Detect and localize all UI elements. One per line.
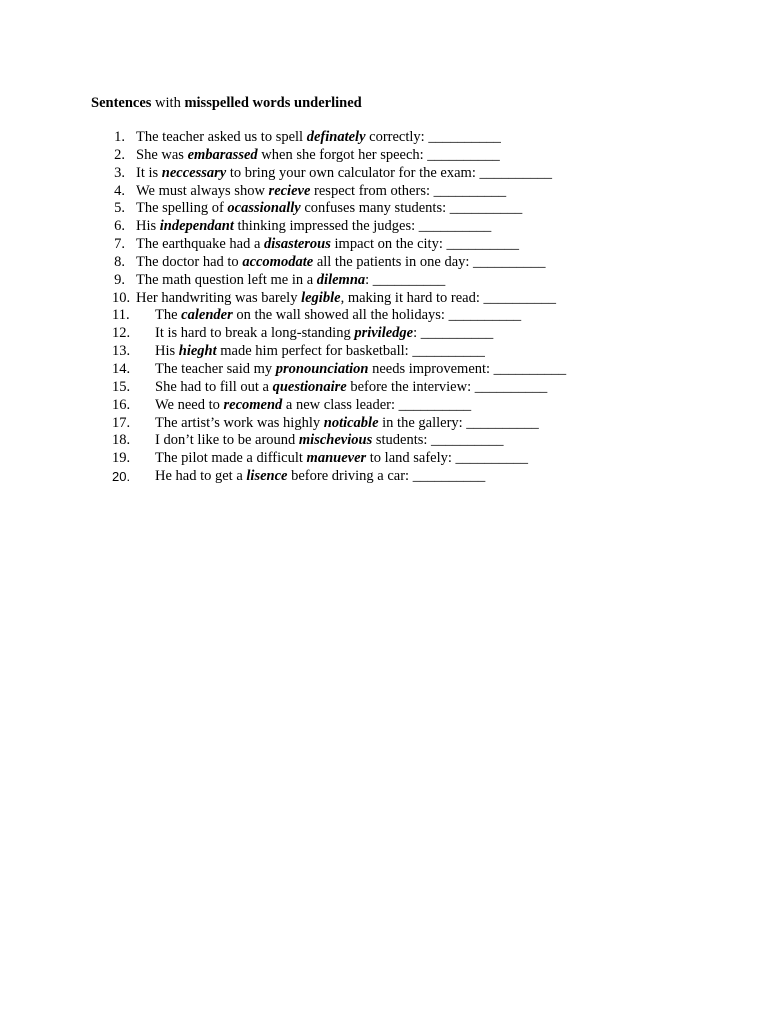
sentence-start: It is (136, 164, 162, 181)
title-part-with: with (151, 95, 185, 111)
list-item (0, 236, 768, 254)
sentence-end: before driving a car: __________ (287, 468, 486, 485)
item-sentence (155, 397, 471, 415)
sentence-start: The teacher asked us to spell (136, 129, 307, 145)
list-item (0, 165, 768, 183)
sentence-end: impact on the city: __________ (330, 236, 519, 253)
misspelled-word: neccessary (161, 164, 227, 181)
misspelled-word: recieve (268, 182, 311, 199)
list-item (0, 290, 768, 308)
sentence-end: to bring your own calculator for the exam: __________ (226, 164, 552, 181)
sentence-end: made him perfect for basketball: __________ (216, 343, 485, 360)
item-number: 17. (112, 414, 131, 431)
sentence-end: : __________ (365, 271, 446, 288)
misspelled-word: embarassed (187, 146, 258, 163)
list-item (0, 272, 768, 290)
item-sentence (136, 236, 519, 254)
item-sentence (155, 307, 521, 325)
item-number: 10. (112, 289, 131, 306)
sentence-start: She was (136, 146, 188, 163)
misspelled-word: mischevious (298, 432, 373, 449)
sentence-start: We must always show (136, 182, 269, 199)
item-number: 1. (114, 129, 125, 145)
item-number: 6. (114, 218, 125, 235)
item-number: 5. (114, 200, 125, 217)
list-item (0, 450, 768, 468)
item-number: 8. (114, 253, 125, 270)
sentence-end: a new class leader: __________ (282, 396, 472, 413)
list-item (0, 200, 768, 218)
item-number: 9. (114, 271, 125, 288)
misspelled-word: disasterous (264, 236, 331, 253)
item-sentence (155, 325, 493, 343)
item-sentence (136, 254, 546, 272)
sentence-start: His (155, 343, 179, 360)
item-sentence (155, 432, 504, 450)
misspelled-word: questionaire (272, 378, 347, 395)
misspelled-word: hieght (178, 343, 217, 360)
item-sentence (155, 379, 547, 397)
item-sentence (155, 450, 528, 468)
title-part-sentences: Sentences (91, 95, 152, 111)
sentence-start: The teacher said my (155, 360, 276, 377)
item-sentence (155, 415, 539, 433)
sentence-end: confuses many students: __________ (300, 200, 523, 217)
list-item (0, 379, 768, 397)
misspelled-word: lisence (246, 468, 288, 485)
list-item (0, 361, 768, 379)
misspelled-word: noticable (323, 414, 379, 431)
sentence-start: The artist’s work was highly (155, 414, 324, 431)
item-sentence (136, 165, 552, 183)
misspelled-word: ocassionally (227, 200, 301, 217)
item-number: 16. (112, 396, 131, 413)
sentence-start: The spelling of (136, 200, 228, 217)
sentence-start: The earthquake had a (136, 236, 265, 253)
item-sentence (136, 290, 556, 308)
sentence-end: respect from others: __________ (310, 182, 507, 199)
misspelled-word: independant (159, 218, 234, 235)
sentence-start: The pilot made a difficult (155, 450, 307, 467)
item-sentence (136, 272, 445, 290)
item-sentence (155, 343, 485, 361)
misspelled-word: accomodate (242, 253, 314, 270)
sentence-end: in the gallery: __________ (378, 414, 539, 431)
misspelled-word: legible (301, 289, 341, 306)
sentence-end: : __________ (413, 325, 494, 342)
item-number: 14. (112, 360, 131, 377)
sentence-end: before the interview: __________ (346, 378, 548, 395)
list-item (0, 432, 768, 450)
item-number: 13. (112, 343, 131, 360)
item-number: 12. (112, 325, 131, 342)
sentence-end: needs improvement: __________ (368, 360, 567, 377)
list-item (0, 397, 768, 415)
item-number: 3. (114, 164, 125, 181)
sentence-start: It is hard to break a long-standing (155, 325, 355, 342)
item-sentence (136, 200, 522, 218)
item-number: 11. (112, 307, 130, 324)
misspelled-word: dilemna (316, 271, 366, 288)
sentence-end: when she forgot her speech: __________ (257, 146, 500, 163)
misspelled-word: recomend (223, 396, 283, 413)
sentence-start: We need to (155, 396, 224, 413)
item-number: 20. (112, 469, 131, 485)
misspelled-word: calender (181, 307, 233, 324)
sentence-start: The doctor had to (136, 253, 243, 270)
sentence-start: Her handwriting was barely (136, 289, 302, 306)
item-number: 18. (112, 432, 131, 449)
sentence-start: His (136, 218, 160, 235)
title-part-misspelled: misspelled words underlined (184, 95, 362, 111)
sentence-start: I don’t like to be around (155, 432, 299, 449)
item-sentence (136, 129, 501, 147)
sentence-start: The (155, 307, 182, 324)
list-item (0, 468, 768, 486)
sentence-end: correctly: __________ (365, 129, 501, 145)
misspelled-word: manuever (306, 450, 367, 467)
misspelled-word: definately (306, 129, 366, 145)
sentence-end: , making it hard to read: __________ (340, 289, 557, 306)
sentence-end: thinking impressed the judges: __________ (233, 218, 492, 235)
list-item (0, 254, 768, 272)
misspelled-word: pronounciation (275, 360, 369, 377)
sentence-end: students: __________ (372, 432, 504, 449)
page-title (91, 94, 362, 112)
sentence-end: to land safely: __________ (366, 450, 529, 467)
sentence-start: The math question left me in a (136, 271, 317, 288)
list-item (0, 415, 768, 433)
list-item (0, 343, 768, 361)
list-item (0, 147, 768, 165)
item-sentence (136, 183, 506, 201)
sentence-end: all the patients in one day: __________ (313, 253, 546, 270)
item-sentence (155, 468, 485, 486)
item-number: 2. (114, 146, 125, 163)
misspelled-word: priviledge (354, 325, 414, 342)
item-number: 19. (112, 450, 131, 467)
list-item (0, 325, 768, 343)
list-item (0, 218, 768, 236)
sentence-start: He had to get a (155, 468, 247, 485)
list-item (0, 307, 768, 325)
item-sentence (155, 361, 566, 379)
sentence-start: She had to fill out a (155, 378, 273, 395)
sentence-list (0, 129, 768, 486)
item-number: 7. (114, 236, 125, 253)
item-number: 15. (112, 378, 131, 395)
list-item (0, 183, 768, 201)
item-number: 4. (114, 182, 125, 199)
item-sentence (136, 218, 491, 236)
item-sentence (136, 147, 500, 165)
list-item (0, 129, 768, 147)
sentence-end: on the wall showed all the holidays: __________ (232, 307, 522, 324)
